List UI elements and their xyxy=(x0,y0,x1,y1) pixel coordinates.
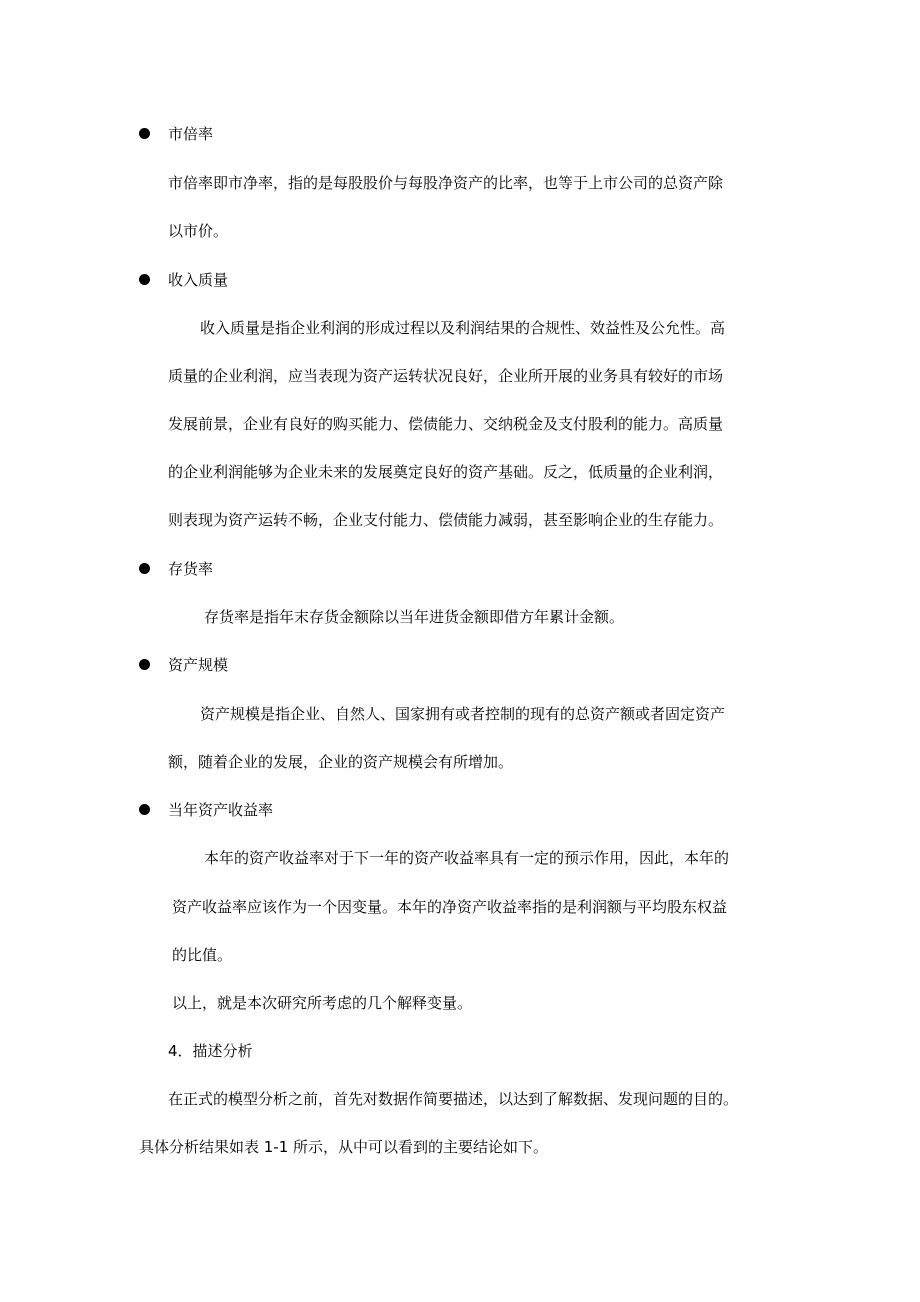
bullet-dot-icon xyxy=(139,128,150,139)
paragraph-line: 以市价。 xyxy=(168,222,229,240)
bullet-dot-icon xyxy=(139,804,150,815)
paragraph-line: 收入质量是指企业利润的形成过程以及利润结果的合规性、效益性及公允性。高 xyxy=(200,319,726,337)
paragraph-line: 市倍率即市净率，指的是每股股价与每股净资产的比率，也等于上市公司的总资产除 xyxy=(168,174,724,192)
section-heading-pb-ratio: 市倍率 xyxy=(168,125,214,143)
paragraph-line: 资产收益率应该作为一个因变量。本年的净资产收益率指的是利润额与平均股东权益 xyxy=(172,898,728,916)
paragraph-line: 具体分析结果如表 1-1 所示，从中可以看到的主要结论如下。 xyxy=(139,1138,549,1156)
bullet-dot-icon xyxy=(139,274,150,285)
paragraph-line: 的比值。 xyxy=(172,946,233,964)
section-heading-roa: 当年资产收益率 xyxy=(168,801,274,819)
summary-line: 以上，就是本次研究所考虑的几个解释变量。 xyxy=(172,994,473,1012)
paragraph-line: 则表现为资产运转不畅，企业支付能力、偿债能力减弱，甚至影响企业的生存能力。 xyxy=(168,511,724,529)
paragraph-line: 资产规模是指企业、自然人、国家拥有或者控制的现有的总资产额或者固定资产 xyxy=(200,705,726,723)
bullet-dot-icon xyxy=(139,659,150,670)
section-heading-earnings-quality: 收入质量 xyxy=(168,271,229,289)
paragraph-line: 发展前景，企业有良好的购买能力、偿债能力、交纳税金及支付股利的能力。高质量 xyxy=(168,415,724,433)
paragraph-line: 额，随着企业的发展，企业的资产规模会有所增加。 xyxy=(168,753,514,771)
bullet-dot-icon xyxy=(139,563,150,574)
paragraph-line: 质量的企业利润，应当表现为资产运转状况良好，企业所开展的业务具有较好的市场 xyxy=(168,367,724,385)
paragraph-line: 在正式的模型分析之前，首先对数据作简要描述，以达到了解数据、发现问题的目的。 xyxy=(168,1090,739,1108)
section-heading-asset-scale: 资产规模 xyxy=(168,656,229,674)
paragraph-line: 本年的资产收益率对于下一年的资产收益率具有一定的预示作用，因此，本年的 xyxy=(204,849,730,867)
paragraph-line: 的企业利润能够为企业未来的发展奠定良好的资产基础。反之，低质量的企业利润， xyxy=(168,463,724,481)
section-heading-inventory-ratio: 存货率 xyxy=(168,560,214,578)
section-heading-descriptive: 4．描述分析 xyxy=(168,1042,253,1060)
paragraph-line: 存货率是指年末存货金额除以当年进货金额即借方年累计金额。 xyxy=(204,608,625,626)
